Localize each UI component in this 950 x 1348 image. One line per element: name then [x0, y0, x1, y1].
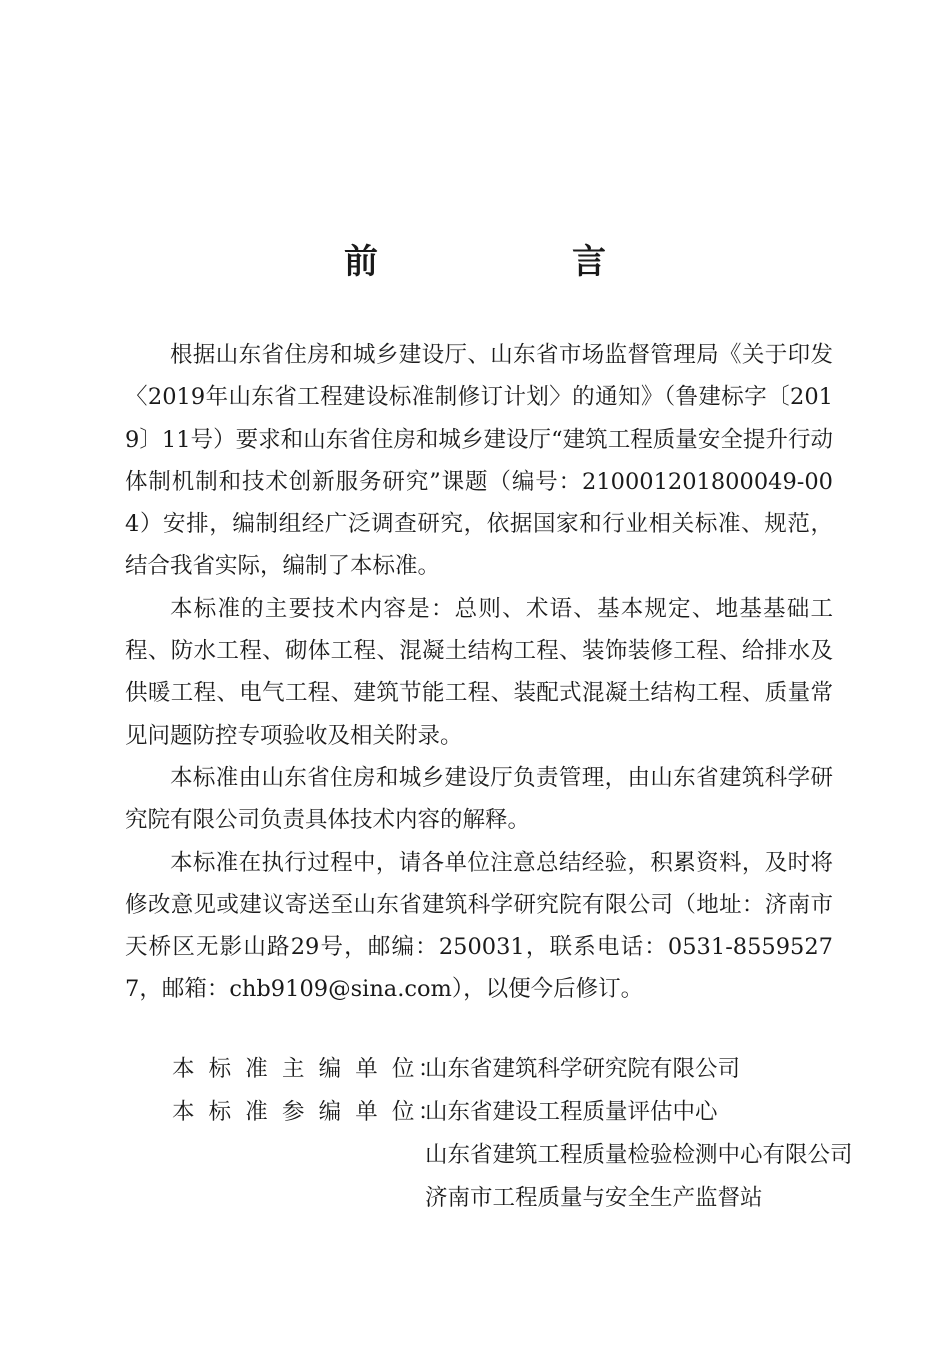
paragraph-management: 本标准由山东省住房和城乡建设厅负责管理，由山东省建筑科学研究院有限公司负责具体技术内容的解释。 — [125, 764, 833, 834]
co-editor-row — [172, 1091, 872, 1220]
co-editor-label: 本 标 准 参 编 单 位： — [172, 1099, 444, 1125]
co-editor-list — [425, 1091, 853, 1220]
co-editor-value: 山东省建设工程质量评估中心 — [425, 1099, 718, 1125]
co-editor-value: 山东省建筑工程质量检验检测中心有限公司 — [425, 1142, 853, 1168]
co-editor-value: 济南市工程质量与安全生产监督站 — [425, 1185, 763, 1211]
paragraph-feedback: 本标准在执行过程中，请各单位注意总结经验，积累资料，及时将修改意见或建议寄送至山东省建筑科学研究院有限公司（地址：济南市天桥区无影山路29号，邮编：250031，联系电话：0531-85595277，邮箱：chb9109@sina.com），以便今后修订。 — [125, 849, 833, 1003]
preface-body — [125, 334, 833, 1011]
paragraph-basis: 根据山东省住房和城乡建设厅、山东省市场监督管理局《关于印发〈2019年山东省工程建设标准制修订计划〉的通知》（鲁建标字〔2019〕11号）要求和山东省住房和城乡建设厅“建筑工程质量安全提升行动体制机制和技术创新服务研究”课题（编号：210001201800049-004）安排，编制组经广泛调查研究，依据国家和行业相关标准、规范，结合我省实际，编制了本标准。 — [125, 342, 833, 580]
chief-editor-value: 山东省建筑科学研究院有限公司 — [425, 1056, 741, 1082]
paragraph-contents: 本标准的主要技术内容是：总则、术语、基本规定、地基基础工程、防水工程、砌体工程、混凝土结构工程、装饰装修工程、给排水及供暖工程、电气工程、建筑节能工程、装配式混凝土结构工程、质量常见问题防控专项验收及相关附录。 — [125, 595, 833, 749]
chief-editor-label: 本 标 准 主 编 单 位： — [172, 1056, 444, 1082]
page-title: 前 言 — [344, 242, 686, 282]
editing-units — [172, 1048, 872, 1220]
chief-editor-row — [172, 1048, 872, 1091]
